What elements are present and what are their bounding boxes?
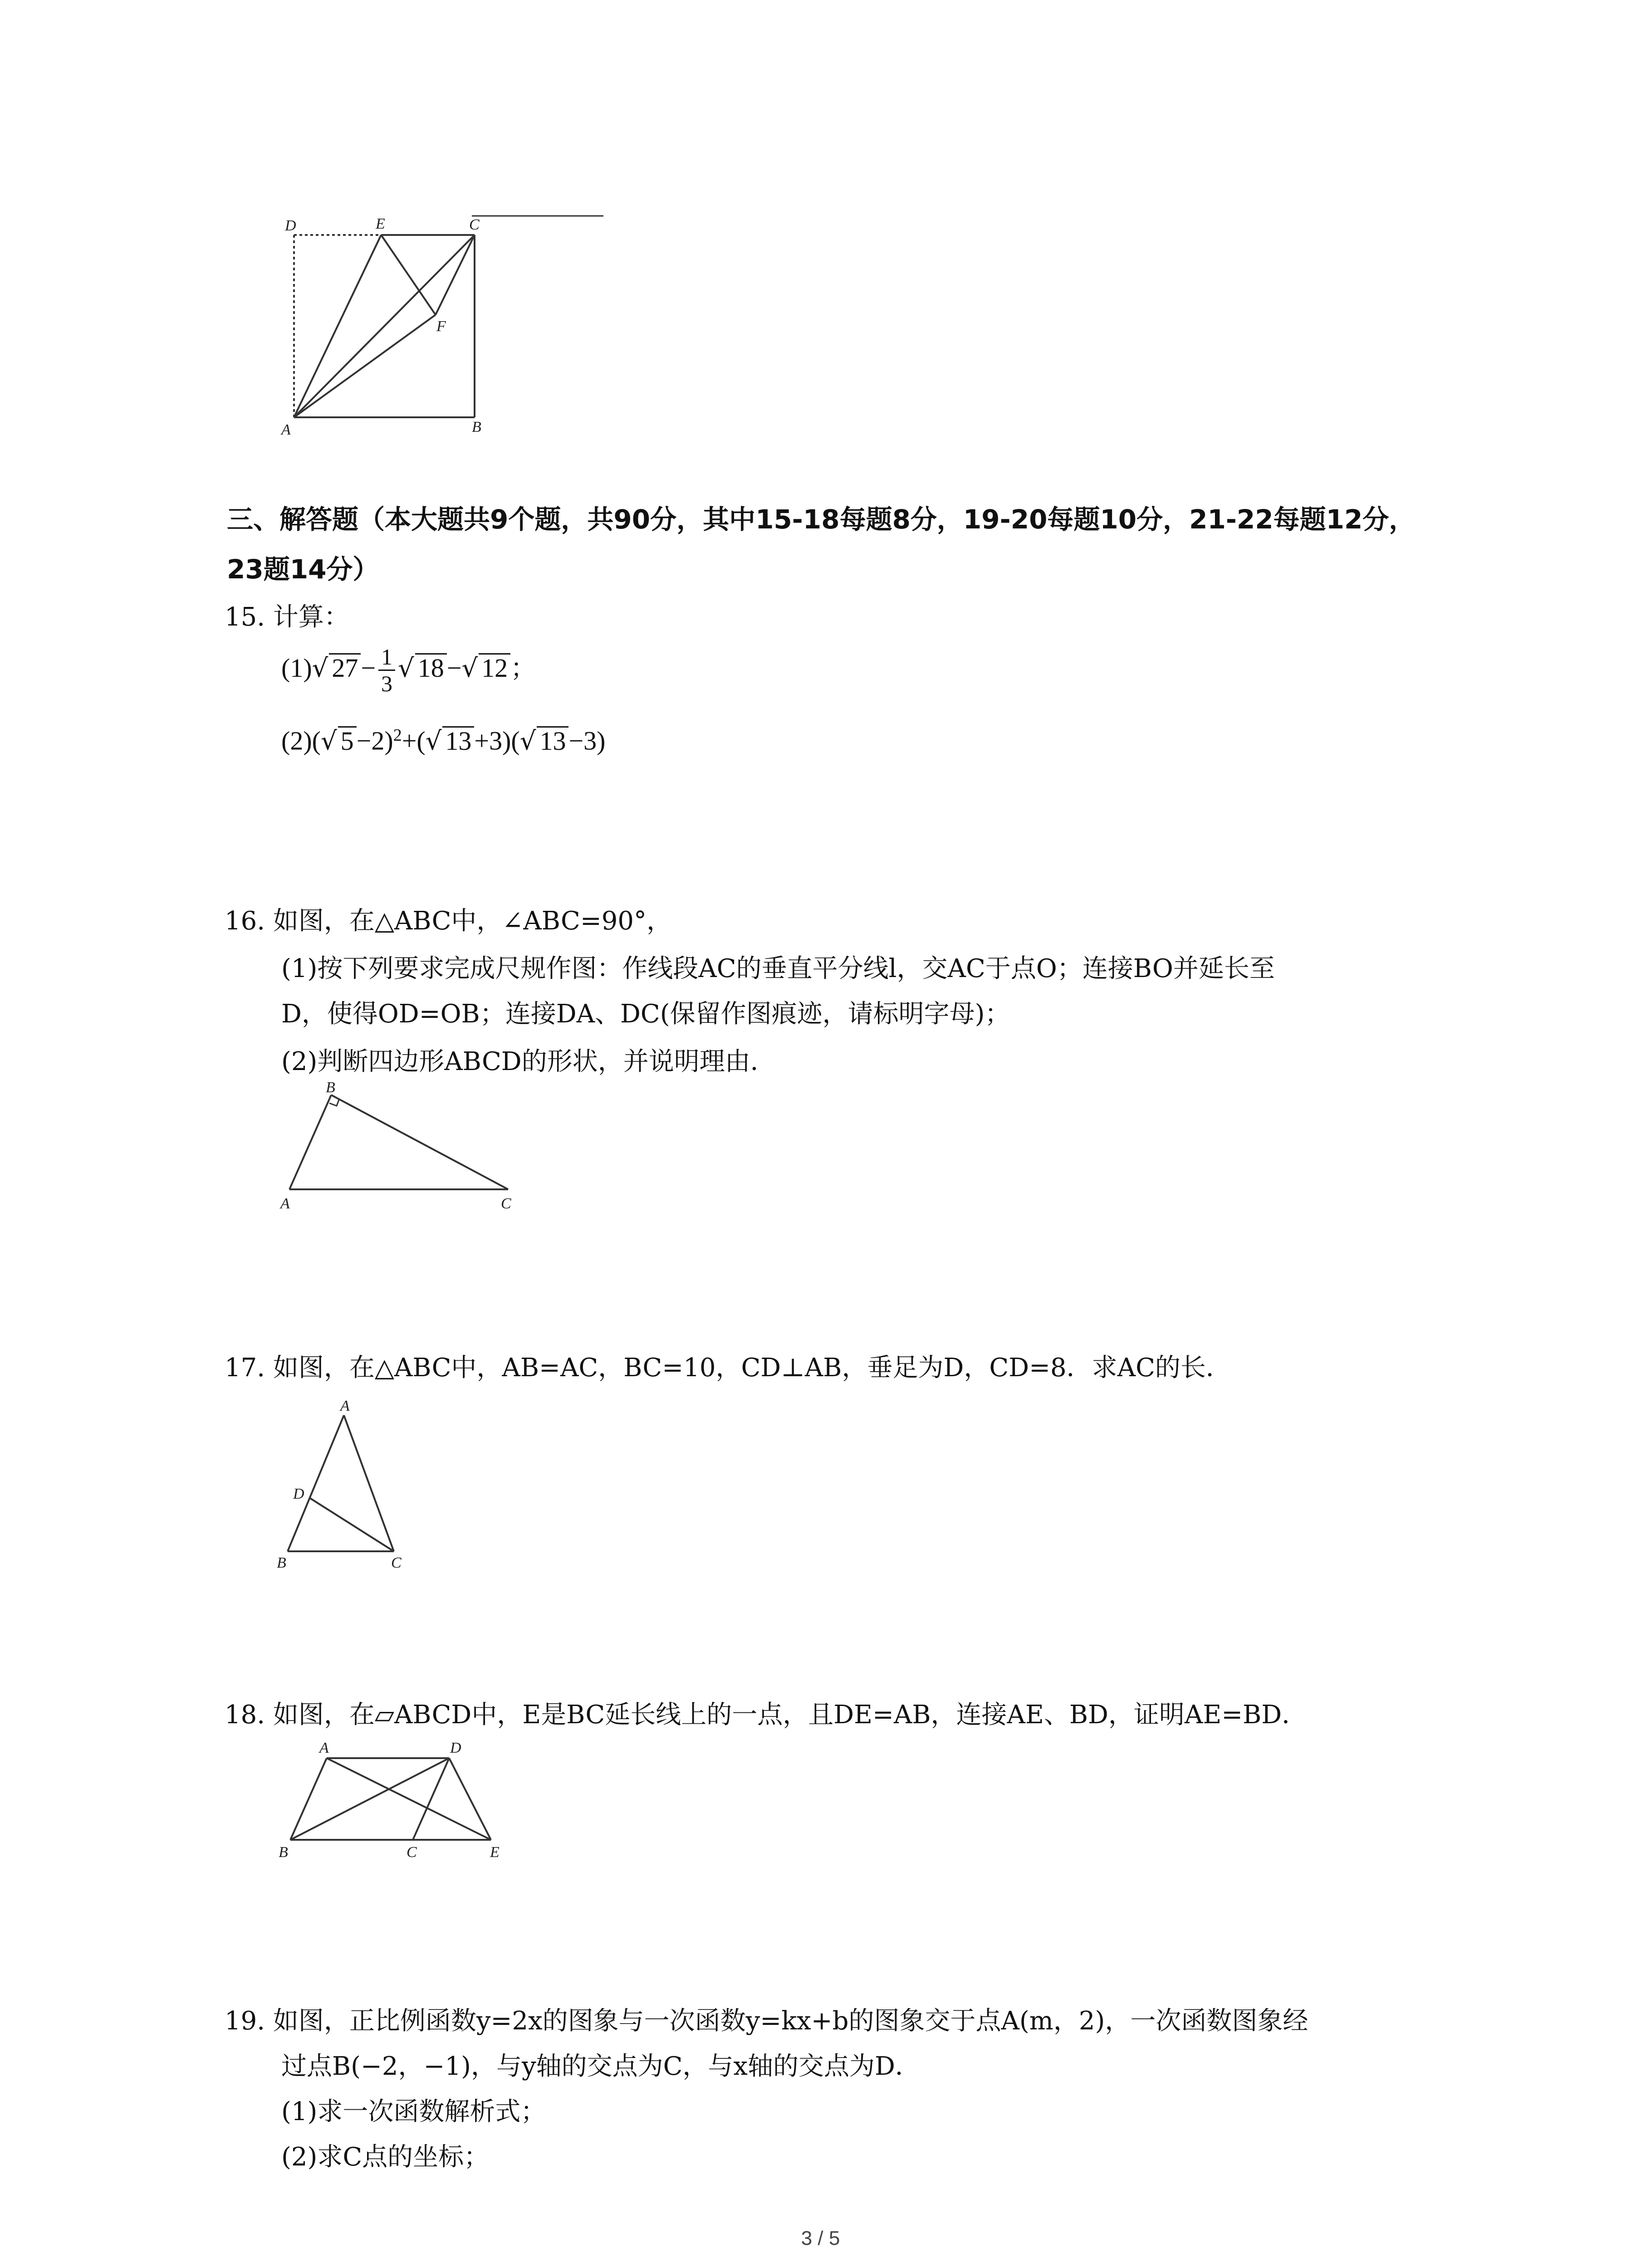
edge-af xyxy=(294,315,436,417)
q15-text: 计算： xyxy=(273,602,349,632)
q18-label-b: B xyxy=(279,1844,288,1861)
q16-edge-ab xyxy=(289,1095,331,1189)
q19-line1 xyxy=(225,1998,1308,2044)
section-heading: 三、解答题（本大题共9个题，共90分，其中15-18每题8分，19-20每题10分，21-22每题12分，23题14分） xyxy=(227,504,1416,585)
q15-p2-rad-b: 13 xyxy=(442,726,474,755)
q17-edge-ac xyxy=(344,1415,394,1551)
square-fold-svg xyxy=(272,209,617,445)
q17-triangle-figure xyxy=(272,1397,417,1580)
q18-label-e: E xyxy=(490,1844,500,1861)
q16-label-a: A xyxy=(280,1195,290,1212)
square-fold-figure xyxy=(272,209,617,446)
q18-parallelogram-figure xyxy=(272,1737,526,1875)
q18-edge-de xyxy=(449,1758,491,1840)
q19-text-line1: 如图，正比例函数y=2x的图象与一次函数y=kx+b的图象交于点A(m，2)，一次函数图象经 xyxy=(273,2006,1308,2036)
q17-label-a: A xyxy=(340,1398,350,1414)
q15-p2-label: (2) xyxy=(281,726,312,756)
q16-right-angle-mark xyxy=(329,1099,339,1106)
q16-triangle-svg xyxy=(272,1080,526,1216)
q18-parallelogram-svg xyxy=(272,1737,526,1873)
q15-part2: (2)(√ 5 −2)$^2$+(√ 13 +3)(√ 13 −3) xyxy=(281,726,606,756)
q18-stem xyxy=(225,1692,1307,1738)
edge-ae xyxy=(294,235,381,417)
q19-part2: (2)求C点的坐标； xyxy=(281,2142,490,2172)
q15-p1-label: (1) xyxy=(281,653,312,683)
q19-part1: (1)求一次函数解析式； xyxy=(281,2097,546,2126)
q15-p2-rad-a: 5 xyxy=(338,726,357,755)
q17-triangle-svg xyxy=(272,1397,417,1579)
label-e: E xyxy=(376,215,385,232)
q16-part2: (2)判断四边形ABCD的形状，并说明理由． xyxy=(281,1047,776,1076)
q18-edge-dc xyxy=(413,1758,449,1840)
q15-stem xyxy=(225,594,349,640)
q15-p2-rad-c: 13 xyxy=(537,726,568,755)
q18-text: 如图，在▱ABCD中，E是BC延长线上的一点，且DE=AB，连接AE、BD，证明AE=BD． xyxy=(273,1700,1308,1730)
q16-part1-line1: (1)按下列要求完成尺规作图：作线段AC的垂直平分线l，交AC于点O；连接BO并延长至 xyxy=(281,954,1275,983)
q16-edge-bc xyxy=(331,1095,508,1189)
q16-text: 如图，在△ABC中，∠ABC=90°， xyxy=(273,906,672,936)
q16-stem xyxy=(225,898,672,944)
label-d: D xyxy=(285,217,296,234)
label-c: C xyxy=(469,216,480,233)
q19-line2: 过点B(−2，−1)，与y轴的交点为C，与x轴的交点为D． xyxy=(281,2052,921,2081)
q16-part1-line2: D，使得OD=OB；连接DA、DC(保留作图痕迹，请标明字母)； xyxy=(281,999,1010,1029)
q15-p1-fraction: $\frac{1}{3}$ xyxy=(378,644,395,696)
label-f: F xyxy=(436,318,446,335)
label-b: B xyxy=(472,419,481,435)
q17-text: 如图，在△ABC中，AB=AC，BC=10，CD⊥AB，垂足为D，CD=8．求AC的长． xyxy=(273,1353,1231,1383)
edge-ac xyxy=(294,235,475,417)
q17-label-b: B xyxy=(277,1554,286,1571)
q16-number: 16. xyxy=(225,906,265,936)
q17-label-d: D xyxy=(293,1486,304,1502)
q16-label-c: C xyxy=(501,1195,511,1212)
q18-number: 18. xyxy=(225,1700,265,1730)
q16-triangle-figure xyxy=(272,1080,526,1217)
q15-p1-end: ； xyxy=(510,654,536,683)
label-a: A xyxy=(281,421,291,438)
q15-part1: (1)√ 27 − $\frac{1}{3}$ √ 18 −√ 12 ； xyxy=(281,644,536,696)
q18-edge-bd xyxy=(290,1758,449,1840)
q18-label-a: A xyxy=(319,1740,329,1756)
q18-label-d: D xyxy=(450,1740,461,1756)
q17-stem xyxy=(225,1345,1231,1391)
q18-edge-ae xyxy=(327,1758,491,1840)
q19-number: 19. xyxy=(225,2006,265,2036)
q17-edge-ab xyxy=(288,1415,344,1551)
q16-label-b: B xyxy=(326,1079,335,1096)
q15-number: 15. xyxy=(225,602,265,632)
q15-p1-rad-c: 12 xyxy=(479,653,510,682)
q18-label-c: C xyxy=(407,1844,417,1861)
q17-label-c: C xyxy=(391,1554,402,1571)
page-number: 3 / 5 xyxy=(801,2227,840,2249)
q17-number: 17. xyxy=(225,1353,265,1383)
q15-p1-rad-a: 27 xyxy=(329,653,361,682)
q15-p1-rad-b: 18 xyxy=(415,653,447,682)
q18-edge-ab xyxy=(290,1758,327,1840)
q17-edge-cd xyxy=(309,1498,394,1551)
edge-fc xyxy=(436,235,475,315)
